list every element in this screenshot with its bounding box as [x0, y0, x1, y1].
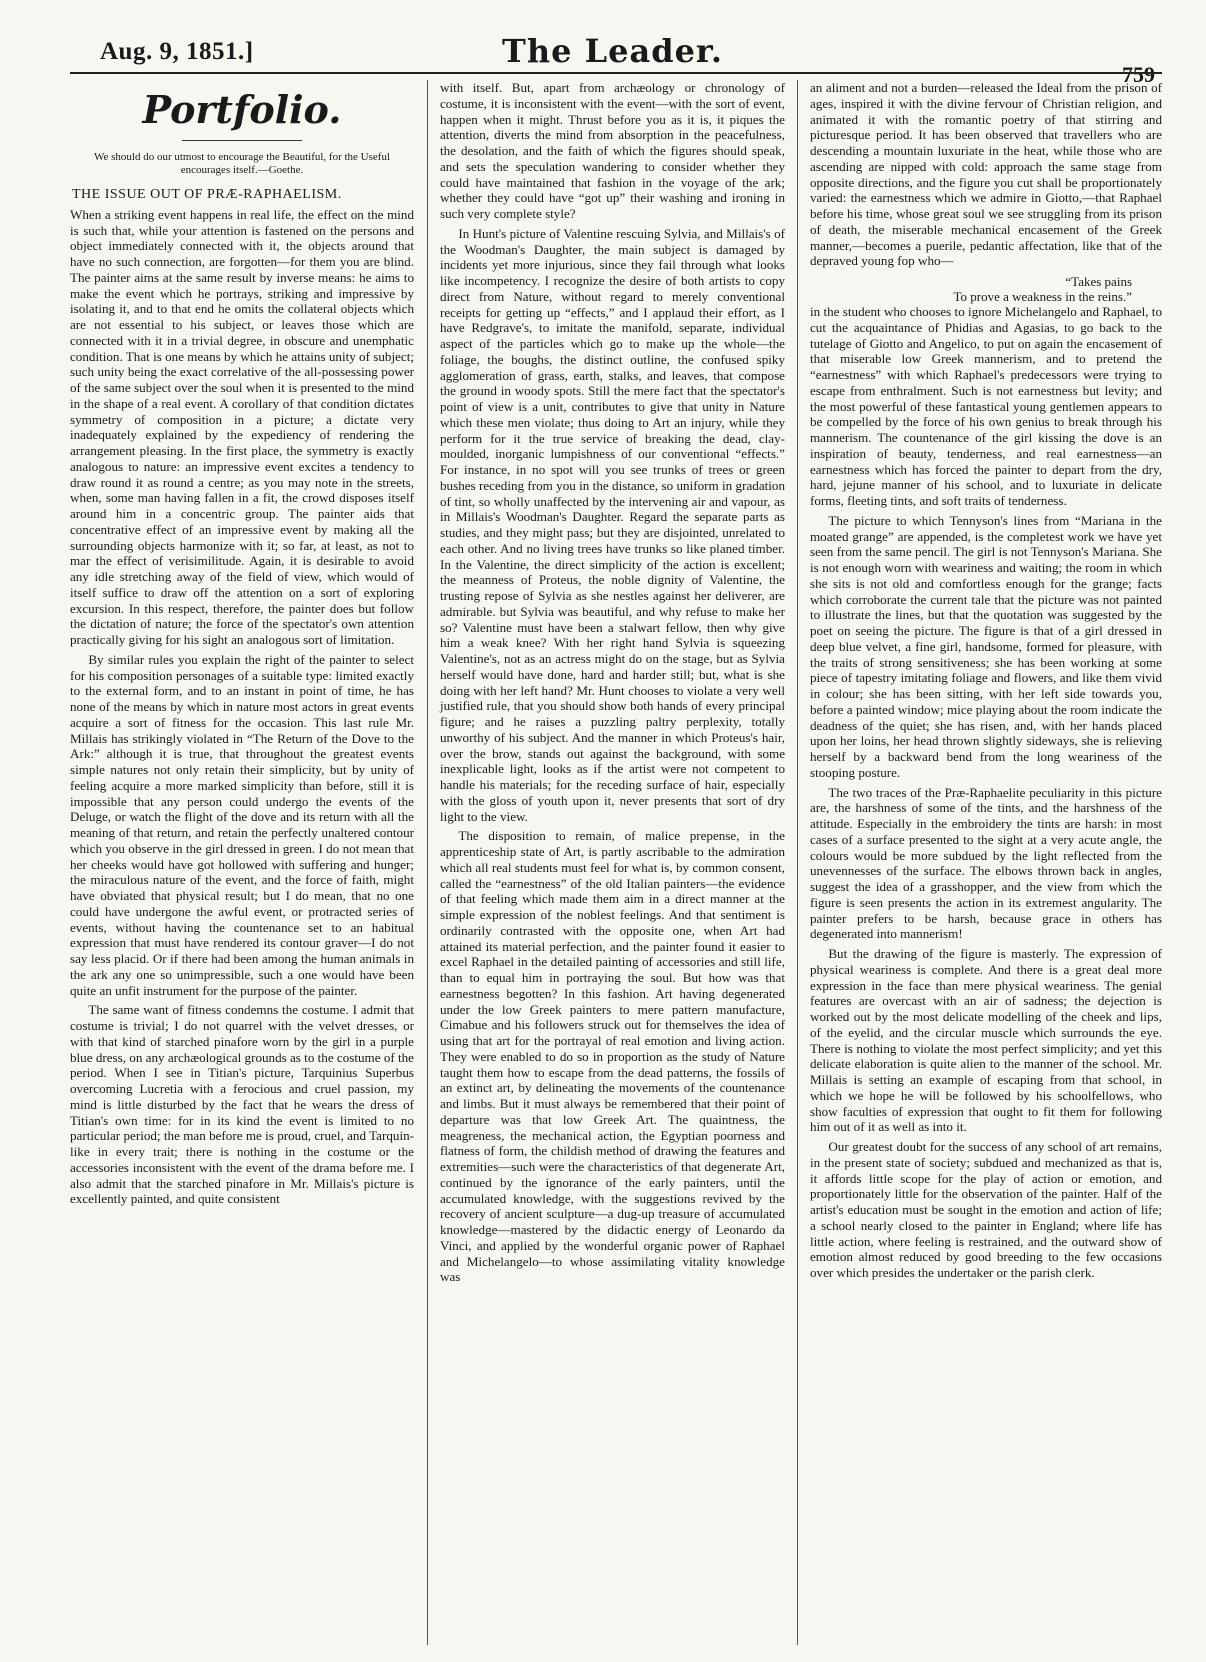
column-2: [440, 80, 785, 1285]
paragraph: The picture to which Tennyson's lines from “Mariana in the moated grange” are appended, is the completest work we have yet seen from the same pencil. The girl is not Tennyson's Mariana. She is not enough worn with weariness and waiting; the room in which she sits is not old and comfortless enough for the grange; facts which corroborate the current tale that the picture was not painted to illustrate the lines, but that the quotation was suggested by the poet on seeing the picture. The figure is that of a girl dressed in deep blue velvet, a fine girl, handsome, formed for pleasure, with the traits of strong sensitiveness; she has been working at some piece of tapestry imitating foliage and flowers, and like them vivid in colour; she has been sitting, with her left side towards you, before a painted window; mice playing about the room indicate the deadness of the quiet; she has risen, and, with her hands placed upon her loins, her head thrown slightly sideways, she is relieving herself by a backward bend from the long weariness of the stooping posture.: [810, 512, 1162, 780]
paragraph: In Hunt's picture of Valentine rescuing Sylvia, and Millais's of the Woodman's Daughter, the main subject is damaged by incidents yet more injurious, since they fail through what looks like incompetency. I recognize the desire of both artists to copy direct from Nature, without regard to merely conventional receipts for getting up “effects,” and I applaud their effort, as I have Redgrave's, to imitate the manifold, separate, individual aspect of the particles which go to make up the whole—the foliage, the boughs, the distinct outline, the confused spiky agglomeration of grass, earth, stalks, and leaves, that compose the ground in woody spots. Still the mere fact that the spectator's point of view is a unit, contributes to give that unity in Nature which these men violate; thus doing to Art an injury, while they perform for it the true service of breaking the dead, clay-moulded, inorganic lumpishness of our conventional “effects.” For instance, in no spot will you see trunks of trees or green bushes receding from you in the distance, so uniform in gradation of tint, so wholly unaffected by the intervening air and vapour, as in Millais's Woodman's Daughter. Regard the separate parts as studies, and they might pass; but they are disjointed, unrelated to each other. And no living trees have trunks so like planed timber. In the Valentine, the direct simplicity of the action is excellent; the meanness of Proteus, the noble dignity of Valentine, the trusting repose of Sylvia as she nestles against her deliverer, are admirable. but Sylvia was beautiful, and why refuse to make her so? Valentine must have been a stalwart fellow, then why give him a weak knee? With her right hand Sylvia is squeezing Valentine's, not as an actress might do on the stage, but as Sylvia herself would have done, hard and harder still; but, what is she doing with her left hand? Mr. Hunt chooses to violate a very well justified rule, that you should show both hands of every principal figure; and he raises a puzzling paltry perplexity, totally unworthy of his subject. And the manner in which Proteus's hair, over the brow, stands out against the background, with some inexplicable light, looks as if the artist were not competent to handle his materials; for the receding surface of hair, especially with the gloss of youth upon it, never presents that sort of dry light to the view.: [440, 225, 785, 824]
page-number: 759: [1122, 62, 1155, 87]
masthead: [70, 30, 1155, 87]
column-1: [70, 80, 414, 1207]
column-3: [810, 80, 1162, 1281]
paragraph: But the drawing of the figure is masterly. The expression of physical weariness is complete. And there is a great deal more expression in the face than mere physical weariness. The genial features are overcast with an air of sadness; the dejection is worked out by the most delicate modelling of the cheek and lips, of the eyelid, and the circular muscle which surrounds the eye. There is nothing to violate the most perfect simplicity; and yet this delicate elaboration is quite alien to the manner of the school. Mr. Millais is setting an example of escaping from that school, in which we hope he will be followed by his schoolfellows, who show faculties of expression that ought to fit them for following him out of it as well as into it.: [810, 946, 1162, 1135]
masthead-rule: [70, 72, 1162, 74]
paragraph: in the student who chooses to ignore Michelangelo and Raphael, to cut the acquaintance of Phidias and Agasias, to go back to the tutelage of Giotto and Angelico, to put on again the encasement of that miserable low Greek mannerism, and to pretend the “earnestness” with which Raphael's predecessors were trying to escape from enthralment. Such is not earnestness but levity; and the most powerful of these fantastical young gentlemen appears to be compelled by the force of his own genius to break through his mannerism. The countenance of the girl kissing the dove is an inspiration of beauty, tenderness, and real earnestness—an earnestness which has forced the painter to depart from the dry, hard, jejune manner of his school, and to luxuriate in delicate forms, fleeting tints, and soft traits of tenderness.: [810, 304, 1162, 508]
paper-title: The Leader.: [502, 32, 723, 70]
paragraph: By similar rules you explain the right of the painter to select for his composition personages of a suitable type: limited exactly to the external form, and to an instant in point of time, he has none of the means by which in nature most actors in great events acquire a sort of fitness for the occasion. This last rule Mr. Millais has strikingly violated in “The Return of the Dove to the Ark:” although it is true, that throughout the greatest events simple natures not only retain their simplicity, but by unity of feeling acquire a more marked simplicity than before, still it is impossible that any person could undergo the events of the Deluge, or watch the flight of the dove and its return with all the meaning of that return, and retain the perfectly unaltered contour which you observe in the girl dressed in green. I do not mean that her cheeks would have got hollowed with suffering and hunger; the miraculous nature of the event, and the force of faith, might have obviated that physical result; but I do mean, that no one could have undergone the awful event, or protracted series of events, without having the countenance set to an habitual expression that must have rendered its contour graver—I do not say less placid. Or if there had been among the human animals in the ark any one so unimpressible, such a one would have been quite an unfit instrument for the purpose of the painter.: [70, 651, 414, 998]
column-rule: [427, 80, 428, 1645]
epigraph: We should do our utmost to encourage the Beautiful, for the Useful encourages itself.—Goethe.: [93, 151, 391, 176]
paragraph: with itself. But, apart from archæology or chronology of costume, it is inconsistent with the event—with the sort of event, happen when it might. Thrust before you as it is, it piques the attention, diverts the mind from absorption in the peacefulness, the desolation, and the faith of which the figures should speak, and sets the speculation wandering to consider whether they could have maintained that fashion in the voyage of the ark; whether they could have “got up” their washing and ironing in such very complete style?: [440, 80, 785, 221]
article-title: THE ISSUE OUT OF PRÆ-RAPHAELISM.: [72, 187, 342, 202]
section-title: Portfolio.: [142, 87, 342, 132]
title-rule: [182, 140, 302, 141]
paragraph: When a striking event happens in real life, the effect on the mind is such that, while your attention is fastened on the persons and object immediately connected with it, the objects around that have no such connection, are forgotten—for them you are blind. The painter aims at the same result by inverse means: he aims to make the event which he portrays, striking and impressive by isolating it, and to that end he omits the collateral objects which are not essential to his subject, or leaves those which are connected with it in a trivial degree, in obscure and unemphatic condition. That is one means by which he attains unity of subject; such unity being the exact correlative of the all-possessing power of the same subject over the soul when it is presented to the mind in the shape of a real event. A corollary of that condition dictates symmetry of composition in a picture; a dictate very inadequately explained by the expediency of rendering the arrangement pleasing. In the first place, the symmetry is exactly analogous to nature: an impressive event excites a tendency to draw round it as round a centre; as you may note in the streets, when, some man having fallen in a fit, the crowd disposes itself around him in a concentric group. The painter aids that concentrative effect of an impressive event by making all the surrounding objects harmonize with it; so far, at least, as not to mar the effect of verisimilitude. Again, it is desirable to avoid any idle stretching away of the field of view, which would of itself suffice to draw off the attention on a sort of exploring excursion. In this respect, therefore, the painter does but follow the dictation of nature; the force of the spectator's own attention practically giving for his sight an analogous sort of limitation.: [70, 206, 414, 647]
paragraph: Our greatest doubt for the success of any school of art remains, in the present state of society; subdued and mechanized as that is, it affords little scope for the play of action or emotion, and proportionately little for the observation of the painter. Half of the artist's education must be sought in the emotion and action of life; a school nearly closed to the painter in England; where life has little action, where feeling is restrained, and the outward show of emotion almost reduced by good breeding to the few occasions over which presides the undertaker or the parish clerk.: [810, 1139, 1162, 1280]
quote-line: “Takes pains: [1065, 274, 1132, 289]
paragraph: an aliment and not a burden—released the Ideal from the prison of ages, inspired it with the divine fervour of Christian religion, and animated it with the romantic poetry of that stirring and picturesque period. It has been observed that travellers who are descending a mountain luxuriate in the heat, while those who are ascending are nipped with cold: approach the same stage from opposite directions, and the figure you cut shall be proportionately varied: the earnestness which we admire in Giotto,—that Raphael before his time, whose great soul we see struggling from its prison of death, the miserable mechanical encasement of the Greek manner,—becomes a puerile, pedantic affectation, like that of the depraved young fop who—: [810, 80, 1162, 269]
paragraph: The two traces of the Præ-Raphaelite peculiarity in this picture are, the harshness of some of the tints, and the harshness of the attitude. Especially in the embroidery the tints are harsh: in most cases of a surface presented to the sight at a very acute angle, the colours would be more subdued by the light reflected from the unevennesses of the surface. The elbows thrown back in angles, suggest the idea of a grasshopper, and the view from which the figure is seen presents the action in its extremest angularity. The painter prefers to be harsh, because grace in others has degenerated into mannerism!: [810, 784, 1162, 942]
verse-quote: [810, 274, 1132, 304]
column-rule: [797, 80, 798, 1645]
issue-date: Aug. 9, 1851.]: [100, 38, 254, 65]
paragraph: The same want of fitness condemns the costume. I admit that costume is trivial; I do not quarrel with the velvet dresses, or with that kind of starched pinafore worn by the girl in a purple blue dress, on any archæological grounds as to the costume of the period. When I see in Titian's picture, Tarquinius Superbus overcoming Lucretia with a ferocious and cruel passion, my mind is little disturbed by the fact that he wears the dress of Titian's own time: for in its kind the event is limited to no particular period; the man before me is proud, cruel, and Tarquin-like in every trait; there is nothing in the costume or the accessories inconsistent with the event of the drama before me. I also admit that the starched pinafore in Mr. Millais's picture is excellently painted, and quite consistent: [70, 1002, 414, 1207]
paragraph: The disposition to remain, of malice prepense, in the apprenticeship state of Art, is partly ascribable to the admiration which all real students must feel for what is, by common consent, called the “earnestness” of the old Italian painters—the evidence of that feeling which made them aim in a direct manner at the simple expression of the noblest feelings. And that sentiment is ordinarily contrasted with the opposite one, when Art had attained its material perfection, and the painter found it easier to excel Raphael in the detailed painting of accessories and still life, than to equal him in portraying the soul. But how was that earnestness begotten? In this fashion. Art having degenerated under the low Greek painters to mere pattern manufacture, Cimabue and his followers struck out for themselves the idea of using that art for the portrayal of real emotion and living action. They were enabled to do so in proportion as the study of Nature taught them how to escape from the dead patterns, the fossils of an extinct art, by delineating the movements of the countenance and limbs. But it must always be remembered that their point of departure was that low Greek Art. The quaintness, the meagreness, the mechanical action, the Egyptian poorness and flatness of form, the childish method of drawing the features and extremities—such were the characteristics of that degenerate Art, continued by the ignorance of the early painters, until the accumulated knowledge, with the suggestions revived by the recovery of ancient sculpture—a dug-up treasure of accumulated knowledge—mastered by the didactic energy of Leonardo da Vinci, and applied by the wonderful organic power of Raphael and Michelangelo—to whose assimilating vitality knowledge was: [440, 828, 785, 1285]
quote-line: To prove a weakness in the reins.”: [953, 289, 1132, 304]
